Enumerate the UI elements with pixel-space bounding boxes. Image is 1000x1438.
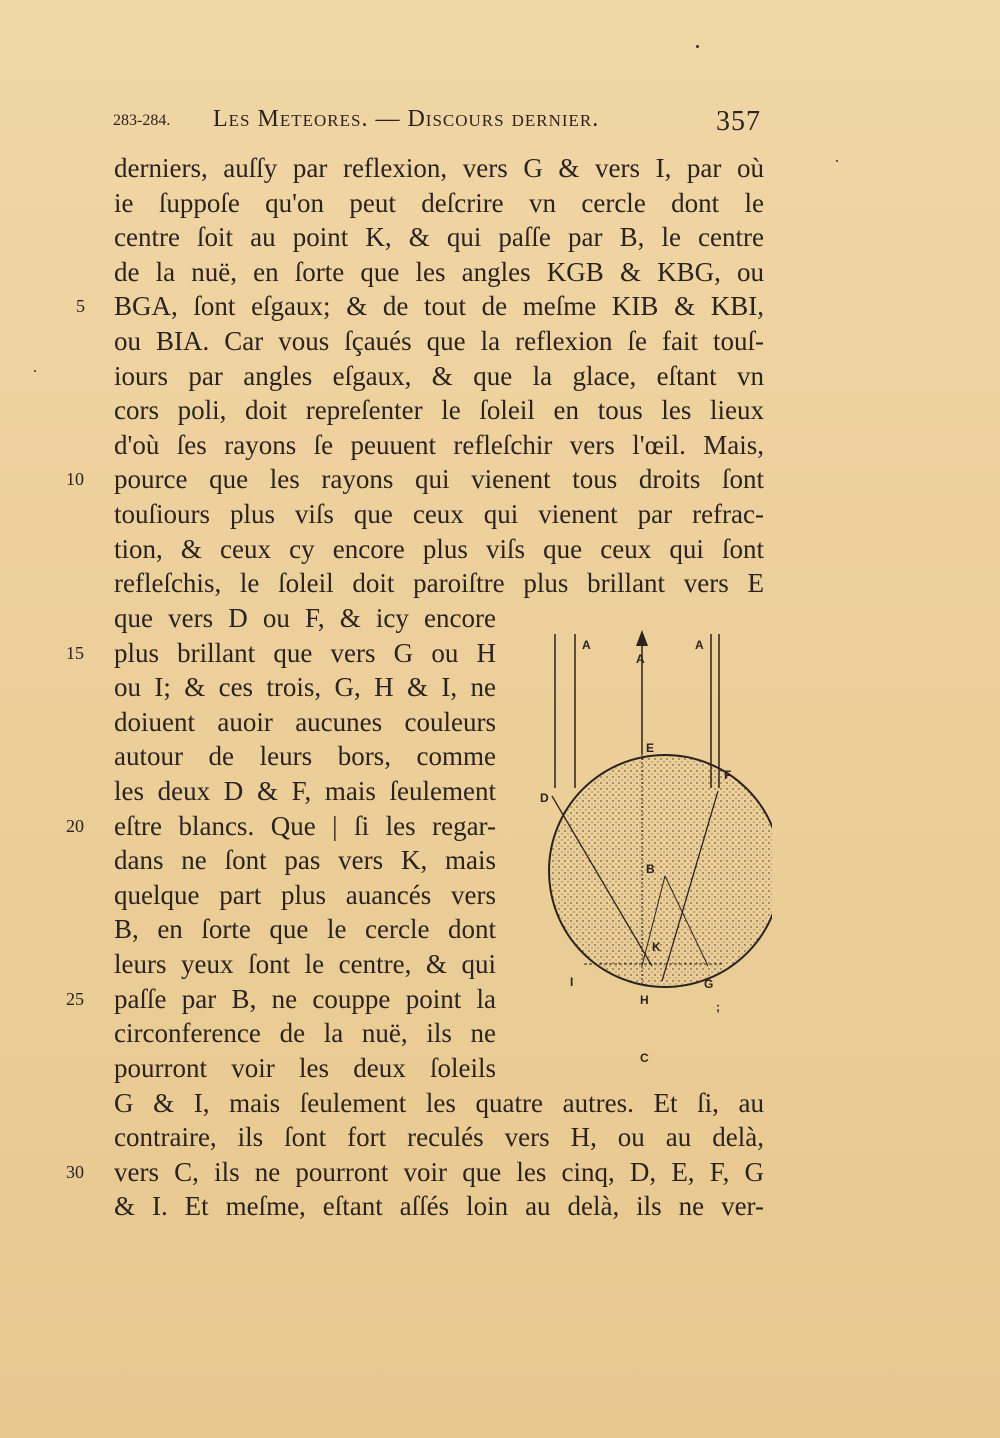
text-line: B, en ſorte que le cercle dont bbox=[114, 914, 496, 944]
text-line: autour de leurs bors, comme bbox=[114, 741, 496, 771]
text-line: que vers D ou F, & icy encore bbox=[114, 603, 496, 633]
header-page-range: 283-284. bbox=[113, 112, 171, 129]
text-line: centre ſoit au point K, & qui paſſe par B, le centre bbox=[114, 222, 764, 252]
label-e: E bbox=[646, 741, 655, 755]
running-header bbox=[113, 106, 765, 140]
text-line: de la nuë, en ſorte que les angles KGB & KBG, ou bbox=[114, 257, 764, 287]
line-number: 10 bbox=[66, 469, 84, 489]
label-d: D bbox=[540, 791, 549, 805]
label-f: F bbox=[724, 768, 732, 782]
text-line: tion, & ceux cy encore plus viſs que ceux qui ſont bbox=[114, 534, 764, 564]
line-number: 25 bbox=[66, 989, 84, 1009]
text-line: iours par angles eſgaux, & que la glace, eſtant vn bbox=[114, 361, 764, 391]
text-line: circonference de la nuë, ils ne bbox=[114, 1018, 496, 1048]
label-h: H bbox=[640, 993, 649, 1007]
paper-speck bbox=[696, 45, 699, 48]
label-k: K bbox=[652, 940, 661, 954]
text-line: d'où ſes rayons ſe peuuent refleſchir vers l'œil. Mais, bbox=[114, 430, 764, 460]
label-i: I bbox=[570, 975, 574, 989]
text-line: plus brillant que vers G ou H bbox=[114, 638, 496, 668]
text-line: BGA, ſont eſgaux; & de tout de meſme KIB & KBI, bbox=[114, 291, 764, 321]
eye-mark: ; bbox=[716, 1000, 720, 1014]
label-a-mid: A bbox=[636, 652, 645, 666]
arrow-up-icon bbox=[636, 630, 648, 646]
line-number: 20 bbox=[66, 816, 84, 836]
text-line: paſſe par B, ne couppe point la bbox=[114, 984, 496, 1014]
paper-speck bbox=[34, 370, 36, 372]
text-line: touſiours plus viſs que ceux qui vienent par refrac- bbox=[114, 499, 764, 529]
text-line: cors poli, doit repreſenter le ſoleil en tous les lieux bbox=[114, 395, 764, 425]
label-g: G bbox=[704, 977, 714, 991]
text-line: ou I; & ces trois, G, H & I, ne bbox=[114, 672, 496, 702]
line-number: 15 bbox=[66, 643, 84, 663]
text-line: pourront voir les deux ſoleils bbox=[114, 1053, 496, 1083]
paper-speck bbox=[836, 160, 838, 162]
page-number: 357 bbox=[716, 106, 761, 137]
text-line: leurs yeux ſont le centre, & qui bbox=[114, 949, 496, 979]
line-number: 5 bbox=[76, 296, 85, 316]
text-line: pource que les rayons qui vienent tous droits ſont bbox=[114, 464, 764, 494]
text-line: quelque part plus auancés vers bbox=[114, 880, 496, 910]
text-line: doiuent auoir aucunes couleurs bbox=[114, 707, 496, 737]
text-line: eſtre blancs. Que | ſi les regar- bbox=[114, 811, 496, 841]
header-title: Les Meteores. — Discours dernier. bbox=[213, 106, 600, 132]
text-line: les deux D & F, mais ſeulement bbox=[114, 776, 496, 806]
text-line: ou BIA. Car vous ſçaués que la reflexion ſe fait touſ- bbox=[114, 326, 764, 356]
label-b: B bbox=[646, 862, 655, 876]
text-line: refleſchis, le ſoleil doit paroiſtre plus brillant vers E bbox=[114, 568, 764, 598]
label-a-right: A bbox=[695, 638, 704, 652]
text-line: G & I, mais ſeulement les quatre autres. Et ſi, au bbox=[114, 1088, 764, 1118]
label-c: C bbox=[640, 1051, 649, 1065]
text-line: contraire, ils ſont fort reculés vers H, ou au delà, bbox=[114, 1122, 764, 1152]
line-number: 30 bbox=[66, 1162, 84, 1182]
text-line: dans ne ſont pas vers K, mais bbox=[114, 845, 496, 875]
text-line: & I. Et meſme, eſtant aſſés loin au delà, ils ne ver- bbox=[114, 1191, 764, 1221]
parhelion-figure bbox=[522, 626, 772, 1071]
text-line: vers C, ils ne pourront voir que les cinq, D, E, F, G bbox=[114, 1157, 764, 1187]
text-line: derniers, auſſy par reflexion, vers G & vers I, par où bbox=[114, 153, 764, 183]
label-a-left: A bbox=[582, 638, 591, 652]
text-line: ie ſuppoſe qu'on peut deſcrire vn cercle dont le bbox=[114, 188, 764, 218]
